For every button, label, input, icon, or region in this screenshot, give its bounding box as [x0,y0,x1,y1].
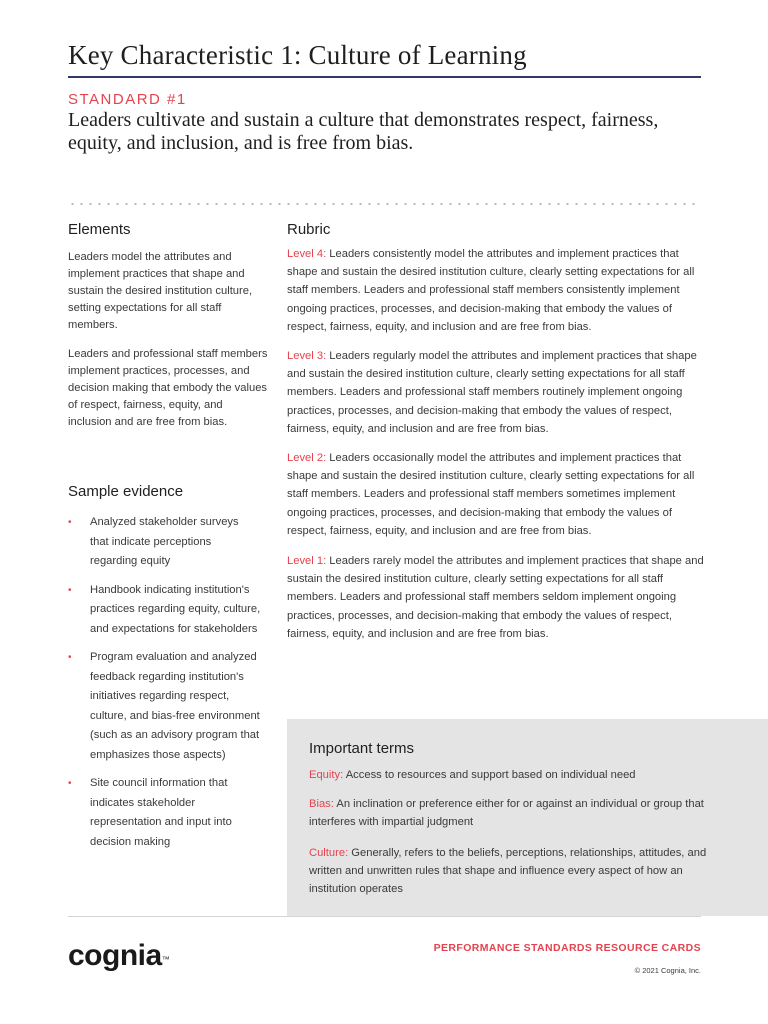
logo-text: cognia [68,939,162,972]
level-text: Leaders occasionally model the attributes and implement practices that shape and sustain the desired institution culture, clearly setting expectations for all staff members. Leaders and professional staff members sometimes implement ongoing practices, processes, and decision-making that embody the values of respect, fairness, equity, and inclusion and are free from bias. [287,452,695,537]
rubric-level-1 [287,552,707,643]
term-bias [309,795,709,831]
list-item [68,774,260,852]
standard-statement: Leaders cultivate and sustain a culture that demonstrates respect, fairness, equity, and inclusion, and is free from bias. [68,109,659,154]
evidence-text: Analyzed stakeholder surveys that indicate perceptions regarding equity [90,516,239,567]
sample-evidence-list [68,513,268,861]
term-name: Equity: [309,769,344,781]
trademark-mark: ™ [161,955,170,964]
bullet-icon: • [68,584,72,596]
title-divider [68,76,701,78]
evidence-text: Handbook indicating institution's practices regarding equity, culture, and expectations for stakeholders [90,583,261,635]
rubric-level-2 [287,449,707,540]
copyright-text: © 2021 Cognia, Inc. [634,966,701,975]
important-terms-box [287,719,768,916]
standard-label: STANDARD #1 [68,91,187,108]
term-definition: Generally, refers to the beliefs, perceptions, relationships, attitudes, and written and unwritten rules that shape and influence every aspect of how an institution operates [309,847,707,895]
level-label: Level 2: [287,452,327,464]
bullet-icon: • [68,517,72,528]
page-title: Key Characteristic 1: Culture of Learning [68,40,527,70]
important-terms-heading: Important terms [309,740,415,757]
term-definition: Access to resources and support based on individual need [345,769,636,781]
evidence-text: Site council information that indicates stakeholder representation and input into decision making [90,777,232,848]
term-name: Bias: [309,798,334,810]
term-culture [309,844,709,898]
list-item [68,648,268,765]
level-text: Leaders rarely model the attributes and implement practices that shape and sustain the desired institution culture, clearly setting expectations for all staff members. Leaders and professional staff members seldom implement ongoing practices, processes, and decision-making that embody the values of respect, fairness, equity, and inclusion and are free from bias. [287,555,704,640]
dotted-divider [68,203,701,205]
bullet-icon: • [68,652,72,663]
level-label: Level 1: [287,555,327,567]
rubric-heading: Rubric [287,221,331,238]
elements-heading: Elements [68,221,131,238]
term-definition: An inclination or preference either for or against an individual or group that interferes with impartial judgment [309,798,704,828]
level-label: Level 4: [287,248,327,260]
bullet-icon: • [68,778,72,789]
elements-paragraph: Leaders model the attributes and implement practices that shape and sustain the desired institution culture, setting expectations for all staff members. [68,251,253,331]
level-text: Leaders consistently model the attributes and implement practices that shape and sustain the desired institution culture, clearly setting expectations for all staff members. Leaders and professional staff members consistently implement ongoing practices, processes, and decision-making that embody the values of respect, fairness, equity, and inclusion and are free from bias. [287,248,695,333]
list-item [68,581,270,640]
sample-evidence-heading: Sample evidence [68,483,184,500]
list-item [68,513,250,572]
level-label: Level 3: [287,350,327,362]
footer-title: PERFORMANCE STANDARDS RESOURCE CARDS [433,942,701,954]
footer-divider [68,916,701,917]
cognia-logo [68,939,169,973]
rubric-level-3 [287,347,707,438]
evidence-text: Program evaluation and analyzed feedback regarding institution's initiatives regarding respect, culture, and bias-free environment (such as an advisory program that emphasizes those aspects) [90,651,260,761]
term-name: Culture: [309,847,349,859]
rubric-level-4 [287,245,707,336]
elements-paragraph: Leaders and professional staff members implement practices, processes, and decision making that embody the values of respect, fairness, equity, and inclusion and are free from bias. [68,348,268,428]
term-equity [309,766,709,784]
level-text: Leaders regularly model the attributes and implement practices that shape and sustain the desired institution culture, clearly setting expectations for all staff members. Leaders and professional staff members routinely implement ongoing practices, processes, and decision-making that embody the values of respect, fairness, equity, and inclusion and are free from bias. [287,350,697,435]
